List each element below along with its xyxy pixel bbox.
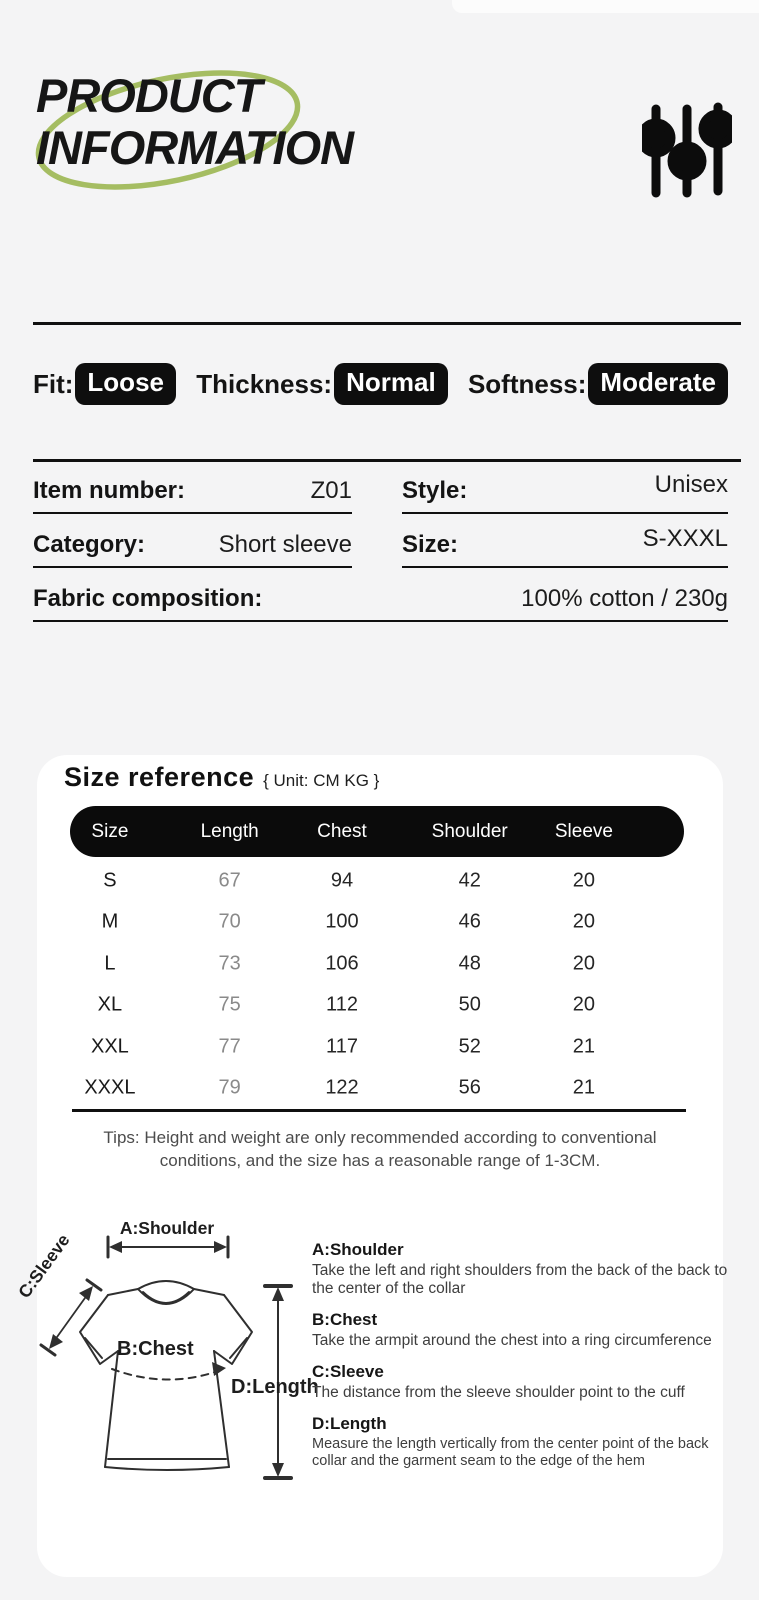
table-row-m — [70, 902, 684, 944]
page-title-line1: PRODUCT — [36, 69, 262, 122]
table-bottom-rule — [72, 1109, 686, 1112]
diagram-chest-label: B:Chest — [117, 1338, 194, 1360]
fit-label: Fit: — [33, 368, 74, 399]
table-row-l — [70, 943, 684, 985]
diagram-length-label: D:Length — [231, 1376, 319, 1398]
cell-length: 79 — [218, 1076, 241, 1099]
cell-chest: 100 — [325, 910, 359, 933]
style-row — [402, 471, 728, 514]
size-row — [402, 525, 728, 568]
softness-attribute — [468, 363, 728, 405]
category-value: Short sleeve — [218, 531, 352, 558]
cell-sleeve: 20 — [572, 910, 596, 933]
diagram-sleeve-label: C:Sleeve — [14, 1230, 74, 1302]
tips-line1: Tips: Height and weight are only recommended according to conventional — [103, 1128, 657, 1147]
column-header-size: Size — [91, 820, 129, 842]
fabric-value: 100% cotton / 230g — [521, 585, 728, 612]
table-row-xxxl — [70, 1068, 684, 1110]
softness-badge: Moderate — [588, 363, 728, 405]
cell-sleeve: 21 — [572, 1076, 596, 1099]
tips-line2: conditions, and the size has a reasonable range of 1-3CM. — [159, 1151, 601, 1170]
size-value: S-XXXL — [642, 525, 728, 552]
cell-size: L — [104, 952, 116, 975]
cell-chest: 117 — [326, 1035, 358, 1058]
cell-chest: 122 — [325, 1076, 359, 1099]
size-label: Size: — [402, 531, 459, 558]
cell-shoulder: 50 — [458, 993, 481, 1016]
size-table-body — [70, 860, 684, 1109]
page-title — [36, 70, 353, 174]
fabric-row — [33, 585, 728, 622]
cell-chest: 94 — [330, 869, 354, 892]
guide-item-chest — [312, 1310, 740, 1350]
cell-shoulder: 48 — [458, 952, 481, 975]
item-number-label: Item number: — [33, 477, 186, 504]
thickness-badge: Normal — [334, 363, 448, 405]
cell-size: M — [101, 910, 119, 933]
thickness-attribute — [196, 363, 447, 405]
cell-length: 67 — [218, 869, 241, 892]
guide-desc: Measure the length vertically from the center point of the back collar and the garment seam to the edge of the hem — [312, 1436, 709, 1469]
cell-length: 75 — [218, 993, 241, 1016]
cell-chest: 112 — [326, 993, 358, 1016]
table-row-xxl — [70, 1026, 684, 1068]
fit-badge: Loose — [75, 363, 176, 405]
cell-sleeve: 20 — [572, 952, 596, 975]
category-label: Category: — [33, 531, 146, 558]
guide-desc: Take the armpit around the chest into a ring circumference — [312, 1332, 712, 1349]
style-label: Style: — [402, 477, 468, 504]
cell-sleeve: 20 — [572, 993, 596, 1016]
divider-middle — [33, 459, 741, 462]
size-table-header — [70, 806, 684, 857]
table-row-s — [70, 860, 684, 902]
column-header-chest: Chest — [317, 820, 367, 842]
table-row-xl — [70, 985, 684, 1027]
guide-desc: Take the left and right shoulders from the back of the back to the center of the collar — [312, 1262, 728, 1297]
guide-item-shoulder — [312, 1240, 740, 1298]
column-header-shoulder: Shoulder — [431, 820, 508, 842]
measure-guide — [312, 1240, 740, 1482]
cell-size: XXL — [91, 1035, 129, 1058]
cell-shoulder: 42 — [458, 869, 481, 892]
item-number-row — [33, 477, 352, 514]
page-title-line2: INFORMATION — [36, 121, 354, 174]
category-row — [33, 531, 352, 568]
cell-size: S — [103, 869, 117, 892]
guide-title: A:Shoulder — [312, 1240, 404, 1259]
column-header-sleeve: Sleeve — [554, 820, 613, 842]
cell-sleeve: 21 — [572, 1035, 596, 1058]
guide-item-sleeve — [312, 1362, 740, 1402]
guide-title: C:Sleeve — [312, 1362, 384, 1381]
guide-item-length — [312, 1414, 740, 1470]
fit-attribute — [33, 363, 176, 405]
cell-chest: 106 — [325, 952, 359, 975]
diagram-shoulder-label: A:Shoulder — [119, 1218, 215, 1238]
cell-shoulder: 46 — [458, 910, 481, 933]
softness-label: Softness: — [467, 368, 587, 399]
tips-text — [60, 1126, 700, 1172]
guide-title: D:Length — [312, 1414, 387, 1433]
size-reference-unit: { Unit: CM KG } — [263, 771, 380, 790]
attribute-row — [33, 363, 728, 405]
top-right-white-area — [452, 0, 759, 13]
cell-length: 70 — [218, 910, 241, 933]
size-reference-header — [64, 762, 379, 793]
fabric-label: Fabric composition: — [33, 585, 263, 612]
cell-shoulder: 56 — [458, 1076, 481, 1099]
thickness-label: Thickness: — [196, 368, 333, 399]
cell-size: XXXL — [84, 1076, 136, 1099]
sliders-icon — [642, 102, 732, 200]
cell-length: 73 — [218, 952, 241, 975]
column-header-length: Length — [200, 820, 259, 842]
guide-desc: The distance from the sleeve shoulder point to the cuff — [312, 1384, 685, 1401]
item-number-value: Z01 — [310, 477, 352, 504]
guide-title: B:Chest — [312, 1310, 378, 1329]
product-details — [33, 471, 728, 639]
divider-top — [33, 322, 741, 325]
cell-sleeve: 20 — [572, 869, 596, 892]
cell-length: 77 — [218, 1035, 241, 1058]
cell-shoulder: 52 — [458, 1035, 481, 1058]
style-value: Unisex — [654, 471, 728, 498]
size-reference-title: Size reference — [64, 762, 255, 792]
cell-size: XL — [97, 993, 123, 1016]
